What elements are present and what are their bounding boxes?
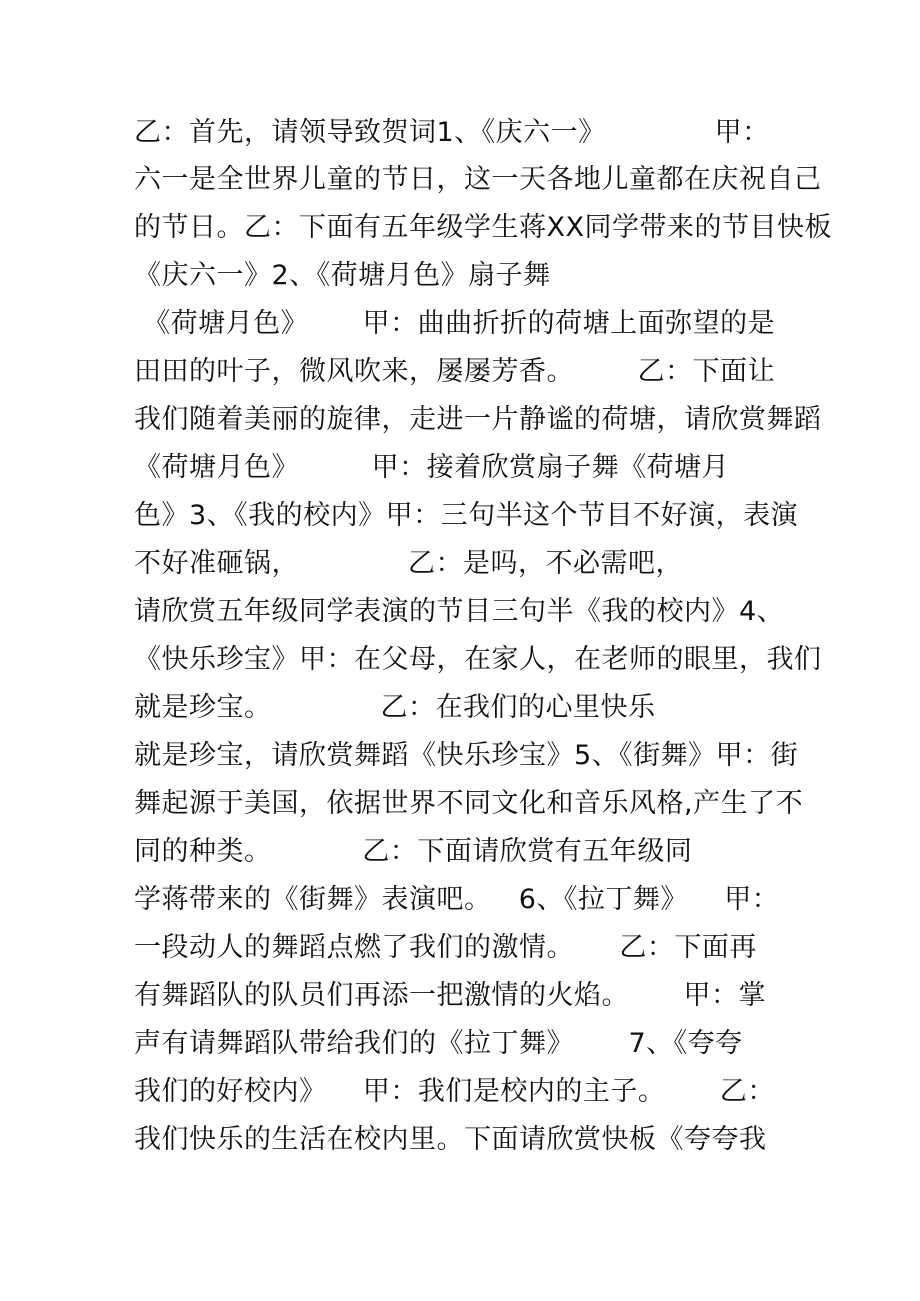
text-line: 《荷塘月色》 甲：接着欣赏扇子舞《荷塘月: [134, 452, 730, 483]
text-line: 《快乐珍宝》甲：在父母，在家人，在老师的眼里，我们: [134, 644, 822, 675]
text-line: 就是珍宝。 乙：在我们的心里快乐: [134, 692, 656, 723]
text-line: 声有请舞蹈队带给我们的《拉丁舞》 7、《夸夸: [134, 1028, 743, 1059]
text-line: 我们快乐的生活在校内里。下面请欣赏快板《夸夸我: [134, 1124, 767, 1155]
text-line: 舞起源于美国，依据世界不同文化和音乐风格,产生了不: [134, 788, 804, 819]
text-line: 不好准砸锅， 乙：是吗，不必需吧，: [134, 548, 683, 579]
text-line: 六一是全世界儿童的节日，这一天各地儿童都在庆祝自己: [134, 164, 822, 195]
text-line: 的节日。乙：下面有五年级学生蒋XX同学带来的节目快板: [134, 212, 832, 243]
text-line: 色》3、《我的校内》甲：三句半这个节目不好演，表演: [134, 500, 799, 531]
text-line: 学蒋带来的《街舞》表演吧。 6、《拉丁舞》 甲：: [134, 884, 780, 915]
text-line: 有舞蹈队的队员们再添一把激情的火焰。 甲：掌: [134, 980, 766, 1011]
text-line: 《庆六一》2、《荷塘月色》扇子舞: [134, 260, 551, 291]
text-line: 就是珍宝，请欣赏舞蹈《快乐珍宝》5、《街舞》甲：街: [134, 740, 799, 771]
text-line: 我们随着美丽的旋律，走进一片静谧的荷塘，请欣赏舞蹈: [134, 404, 822, 435]
text-line: 《荷塘月色》 甲：曲曲折折的荷塘上面弥望的是: [134, 308, 776, 339]
text-line: 田田的叶子，微风吹来，屡屡芳香。 乙：下面让: [134, 356, 776, 387]
text-line: 乙：首先，请领导致贺词1、《庆六一》 甲：: [134, 117, 770, 148]
text-line: 请欣赏五年级同学表演的节目三句半《我的校内》4、: [134, 596, 785, 627]
text-line: 一段动人的舞蹈点燃了我们的激情。 乙：下面再: [134, 932, 757, 963]
text-line: 同的种类。 乙：下面请欣赏有五年级同: [134, 836, 693, 867]
text-line: 我们的好校内》 甲：我们是校内的主子。 乙：: [134, 1076, 775, 1107]
